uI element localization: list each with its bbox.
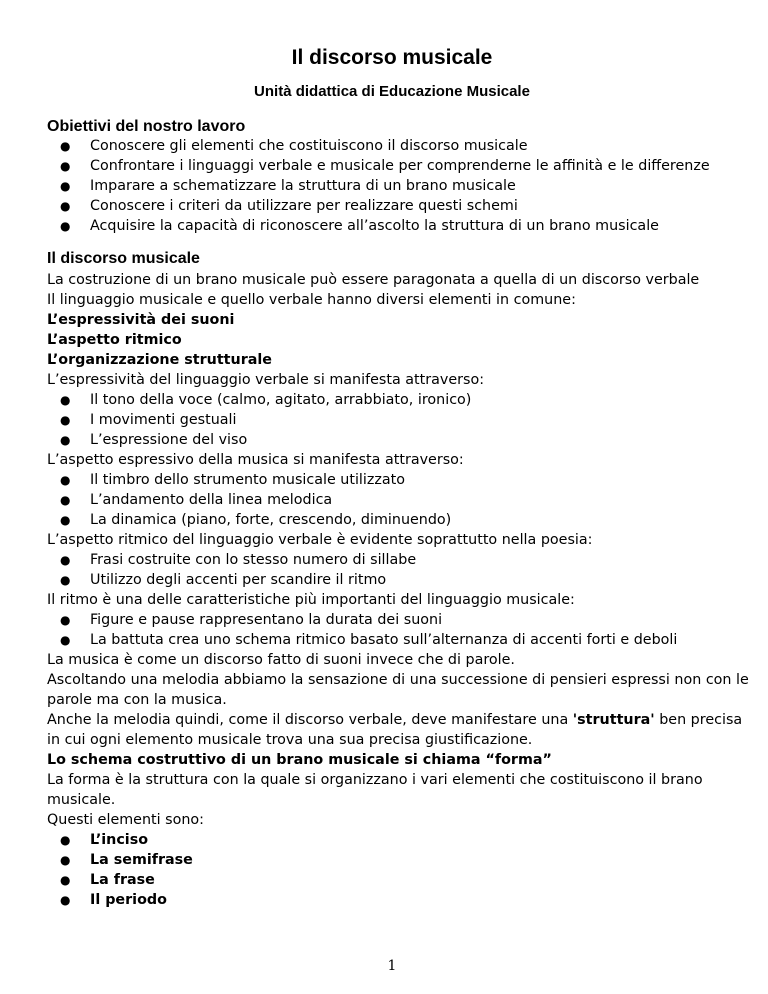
paragraph: La forma è la struttura con la quale si organizzano i vari elementi che costituiscono il brano <box>47 772 703 788</box>
list-item: ● Imparare a schematizzare la struttura di un brano musicale <box>60 178 516 194</box>
section-heading-obiettivi: Obiettivi del nostro lavoro <box>47 118 246 135</box>
list-item: ● Acquisire la capacità di riconoscere all’ascolto la struttura di un brano musicale <box>60 218 659 234</box>
list-item: ● L’espressione del viso <box>60 432 248 448</box>
list-item: ● La frase <box>60 872 155 888</box>
paragraph: L’aspetto ritmico del linguaggio verbale è evidente soprattutto nella poesia: <box>47 532 593 548</box>
document-subtitle: Unità didattica di Educazione Musicale <box>254 83 530 100</box>
section-heading-discorso: Il discorso musicale <box>47 250 200 267</box>
list-item: ● Il tono della voce (calmo, agitato, arrabbiato, ironico) <box>60 392 472 408</box>
page-number: 1 <box>387 958 397 974</box>
paragraph: in cui ogni elemento musicale trova una sua precisa giustificazione. <box>47 732 533 748</box>
paragraph: Il ritmo è una delle caratteristiche più importanti del linguaggio musicale: <box>47 592 575 608</box>
bold-item: Lo schema costruttivo di un brano musicale si chiama “forma” <box>47 752 552 768</box>
document-title: Il discorso musicale <box>291 46 493 69</box>
paragraph: parole ma con la musica. <box>47 692 227 708</box>
list-item: ● Utilizzo degli accenti per scandire il ritmo <box>60 572 387 588</box>
list-item: ● La semifrase <box>60 852 193 868</box>
list-item: ● Conoscere i criteri da utilizzare per realizzare questi schemi <box>60 198 518 214</box>
bold-item: L’espressività dei suoni <box>47 312 235 328</box>
paragraph: La costruzione di un brano musicale può essere paragonata a quella di un discorso verbale <box>47 272 700 288</box>
paragraph: Questi elementi sono: <box>47 812 204 828</box>
paragraph: L’aspetto espressivo della musica si manifesta attraverso: <box>47 452 464 468</box>
paragraph: La musica è come un discorso fatto di suoni invece che di parole. <box>47 652 515 668</box>
bold-item: L’aspetto ritmico <box>47 332 182 348</box>
list-item: ● La dinamica (piano, forte, crescendo, diminuendo) <box>60 512 452 528</box>
paragraph: Ascoltando una melodia abbiamo la sensazione di una successione di pensieri espressi non con le <box>47 672 749 688</box>
list-item: ● Frasi costruite con lo stesso numero di sillabe <box>60 552 417 568</box>
list-item: ● Figure e pause rappresentano la durata dei suoni <box>60 612 443 628</box>
list-item: ● Il periodo <box>60 892 167 908</box>
list-item: ● La battuta crea uno schema ritmico basato sull’alternanza di accenti forti e deboli <box>60 632 678 648</box>
list-item: ● Conoscere gli elementi che costituiscono il discorso musicale <box>60 138 528 154</box>
list-item: ● L’andamento della linea melodica <box>60 492 333 508</box>
bold-item: L’organizzazione strutturale <box>47 352 272 368</box>
list-item: ● Confrontare i linguaggi verbale e musicale per comprenderne le affinità e le differenze <box>60 158 710 174</box>
paragraph: L’espressività del linguaggio verbale si manifesta attraverso: <box>47 372 485 388</box>
list-item: ● Il timbro dello strumento musicale utilizzato <box>60 472 405 488</box>
paragraph: musicale. <box>47 792 116 808</box>
paragraph: Il linguaggio musicale e quello verbale hanno diversi elementi in comune: <box>47 292 576 308</box>
list-item: ● L’inciso <box>60 832 149 848</box>
list-item: ● I movimenti gestuali <box>60 412 237 428</box>
paragraph: Anche la melodia quindi, come il discorso verbale, deve manifestare una 'struttura' ben precisa <box>47 712 743 728</box>
